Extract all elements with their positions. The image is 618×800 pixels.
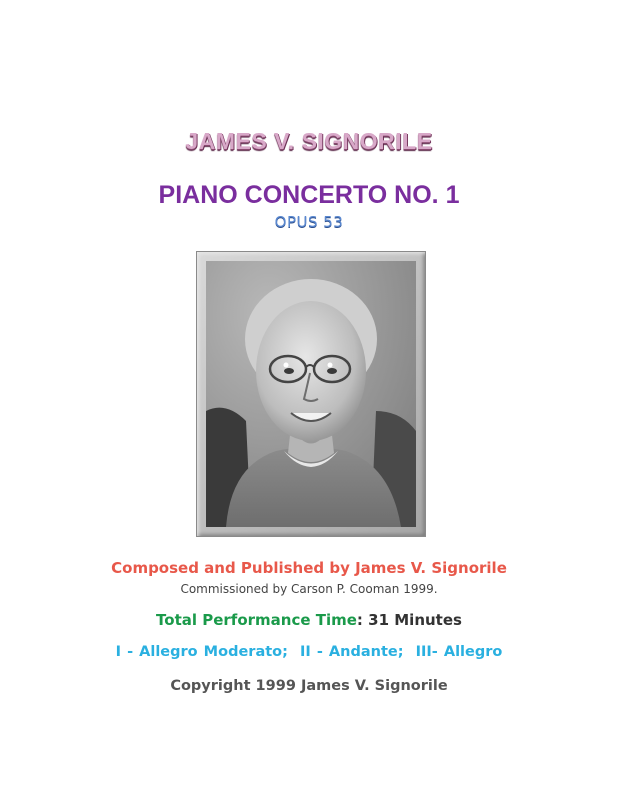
copyright-notice: Copyright 1999 James V. Signorile (170, 678, 448, 694)
portrait-photo-icon (206, 261, 416, 527)
performance-time-separator: : (356, 611, 369, 629)
performance-time-label: Total Performance Time (156, 611, 357, 629)
photo-frame (196, 251, 426, 537)
commission-note: Commissioned by Carson P. Cooman 1999. (180, 582, 438, 596)
composer-name: JAMES V. SIGNORILE (185, 128, 433, 154)
opus-number: OPUS 53 (274, 213, 344, 231)
composer-portrait-photo (206, 261, 416, 527)
work-title: PIANO CONCERTO NO. 1 (158, 181, 460, 209)
performance-time-value: 31 Minutes (368, 611, 462, 629)
movements-list: I - Allegro Moderato; II - Andante; III- Allegro (115, 644, 503, 660)
published-by: Composed and Published by James V. Signorile (111, 559, 507, 577)
performance-time (0, 611, 618, 629)
